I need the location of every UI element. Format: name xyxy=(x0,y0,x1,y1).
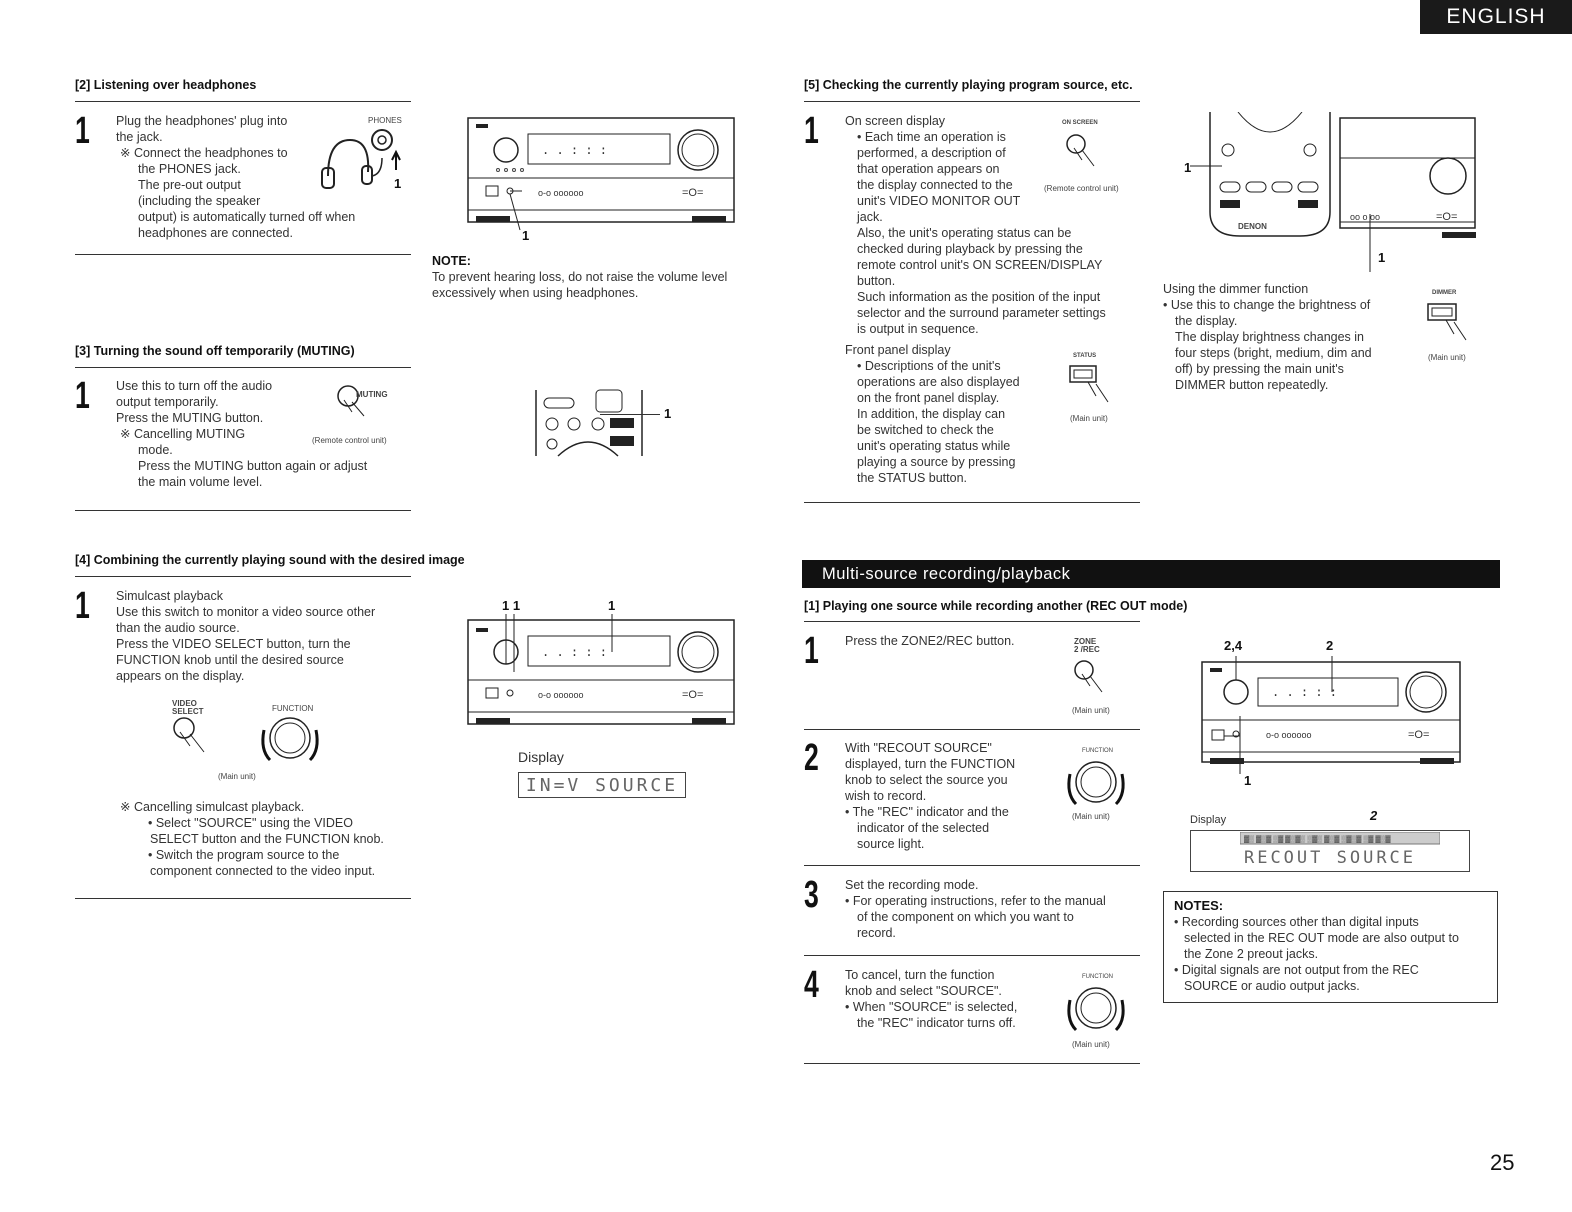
text-line: • Use this to change the brightness of xyxy=(1163,298,1371,312)
video-select-button-icon xyxy=(168,712,218,760)
text-line: output) is automatically turned off when xyxy=(138,210,356,224)
step-text xyxy=(845,967,1045,1031)
text-line: be switched to check the xyxy=(857,423,994,437)
callout-number: 1 xyxy=(1184,160,1192,175)
subsection-heading: [1] Playing one source while recording another (REC OUT mode) xyxy=(804,599,1188,613)
video-select-label: VIDEO SELECT xyxy=(172,699,204,716)
text-line: Press the MUTING button. xyxy=(116,411,264,425)
text-line: To cancel, turn the function xyxy=(845,968,995,982)
remote-control-partial xyxy=(530,388,650,458)
text-line: selected in the REC OUT mode are also output to xyxy=(1184,931,1459,945)
text-line: that operation appears on xyxy=(857,162,1000,176)
text-line: headphones are connected. xyxy=(138,226,293,240)
text-line: record. xyxy=(857,926,896,940)
text-line: • Each time an operation is xyxy=(857,130,1006,144)
text-line: DIMMER button repeatedly. xyxy=(1175,378,1329,392)
callout-number: 2,4 xyxy=(1224,638,1243,653)
step-number: 3 xyxy=(804,874,819,916)
zone2-rec-label: ZONE 2 /REC xyxy=(1074,637,1100,654)
text-line: output temporarily. xyxy=(116,395,219,409)
text-line: • Select "SOURCE" using the VIDEO xyxy=(148,816,353,830)
text-line: • For operating instructions, refer to the manual xyxy=(845,894,1106,908)
unit-label: (Main unit) xyxy=(1070,414,1108,423)
text-line: indicator of the selected xyxy=(857,821,990,835)
text-line: SELECT button and the FUNCTION knob. xyxy=(150,832,384,846)
svg-text:o-o oooooo: o-o oooooo xyxy=(1266,730,1312,740)
divider xyxy=(804,1063,1140,1064)
text-line: jack. xyxy=(857,210,883,224)
text-line: four steps (bright, medium, dim and xyxy=(1175,346,1372,360)
text-line: unit's VIDEO MONITOR OUT xyxy=(857,194,1021,208)
text-line: than the audio source. xyxy=(116,621,240,635)
callout-number: 2 xyxy=(1326,638,1334,653)
text-line: performed, a description of xyxy=(857,146,1006,160)
text-line: • The "REC" indicator and the xyxy=(845,805,1009,819)
function-label: FUNCTION xyxy=(272,704,314,713)
text-line: To prevent hearing loss, do not raise the volume level xyxy=(432,270,728,284)
text-line: the PHONES jack. xyxy=(138,162,241,176)
callout-number: 1 xyxy=(1244,773,1252,788)
onscreen-label: ON SCREEN xyxy=(1062,120,1098,126)
display-label: Display xyxy=(1190,814,1227,826)
function-knob-icon xyxy=(1056,754,1136,810)
svg-text:. . : : :: . . : : : xyxy=(1272,685,1338,699)
svg-text:▓▒ ▓▒▓ ▒▓ ▓▒▓▒ ▒▓▒ ▓▒▓ ▒▓▒▓ ▒▓: ▓▒ ▓▒▓ ▒▓ ▓▒▓▒ ▒▓▒ ▓▒▓ ▒▓▒▓ ▒▓ ▓▒▓ xyxy=(1244,836,1391,843)
svg-text:=O=: =O= xyxy=(1408,729,1430,741)
text-line: Front panel display xyxy=(845,343,951,357)
step-number: 1 xyxy=(804,630,819,672)
text-line: • Recording sources other than digital inputs xyxy=(1174,915,1419,929)
text-line: wish to record. xyxy=(845,789,927,803)
notes-box xyxy=(1163,891,1498,1003)
callout-line xyxy=(600,414,660,415)
text-line: FUNCTION knob until the desired source xyxy=(116,653,344,667)
divider xyxy=(75,898,411,899)
callout-number: 1 1 xyxy=(502,598,521,613)
section-banner: Multi-source recording/playback xyxy=(802,560,1500,588)
receiver-front-panel xyxy=(1196,656,1468,776)
unit-label: (Main unit) xyxy=(1428,353,1466,362)
onscreen-button-icon xyxy=(1060,130,1130,180)
step-text: Press the ZONE2/REC button. xyxy=(845,634,1015,648)
text-line: the jack. xyxy=(116,130,163,144)
text-line: remote control unit's ON SCREEN/DISPLAY xyxy=(857,258,1103,272)
step-number: 1 xyxy=(75,375,90,417)
text-line: Use this to turn off the audio xyxy=(116,379,273,393)
callout-number: 1 xyxy=(394,176,402,191)
section-3-heading: [3] Turning the sound off temporarily (MUTING) xyxy=(75,344,355,358)
text-line: Press the VIDEO SELECT button, turn the xyxy=(116,637,351,651)
callout-number: 1 xyxy=(522,228,530,243)
svg-text:. . : : :: . . : : : xyxy=(542,645,608,659)
callout-number: 1 xyxy=(664,406,672,421)
section-5-text-a xyxy=(845,113,1040,225)
text-line: playing a source by pressing xyxy=(857,455,1016,469)
divider xyxy=(75,576,411,577)
text-line: the STATUS button. xyxy=(857,471,968,485)
section-4-cancel-text xyxy=(116,799,412,879)
text-line: In addition, the display can xyxy=(857,407,1006,421)
svg-text:=O=: =O= xyxy=(1436,211,1458,223)
text-line: the Zone 2 preout jacks. xyxy=(1184,947,1319,961)
step-number: 1 xyxy=(75,110,90,152)
receiver-front-panel xyxy=(462,614,742,734)
text-line: Set the recording mode. xyxy=(845,878,979,892)
dimmer-text xyxy=(1163,281,1403,393)
phones-label: PHONES xyxy=(368,116,402,125)
text-line: button. xyxy=(857,274,896,288)
page-number: 25 xyxy=(1490,1150,1515,1175)
text-line: knob and select "SOURCE". xyxy=(845,984,1002,998)
text-line: the display. xyxy=(1175,314,1238,328)
svg-text:=O=: =O= xyxy=(682,187,704,199)
unit-label: (Main unit) xyxy=(1072,1040,1110,1049)
step-number: 1 xyxy=(75,585,90,627)
text-line: • When "SOURCE" is selected, xyxy=(845,1000,1018,1014)
divider xyxy=(75,101,411,102)
text-line: source light. xyxy=(857,837,925,851)
language-tab: ENGLISH xyxy=(1420,0,1572,34)
section-4-text xyxy=(116,588,412,684)
text-line: unit's operating status while xyxy=(857,439,1011,453)
text-line: Use this switch to monitor a video source other xyxy=(116,605,376,619)
text-line: The pre-out output xyxy=(138,178,241,192)
text-line: With "RECOUT SOURCE" xyxy=(845,741,992,755)
status-label: STATUS xyxy=(1073,353,1097,359)
text-line: component connected to the video input. xyxy=(150,864,376,878)
step-number: 1 xyxy=(804,110,819,152)
text-line: knob to select the source you xyxy=(845,773,1008,787)
note-title: NOTE: xyxy=(432,254,471,268)
text-line: operations are also displayed xyxy=(857,375,1020,389)
text-line: displayed, turn the FUNCTION xyxy=(845,757,1016,771)
text-line: Such information as the position of the input xyxy=(857,290,1101,304)
text-line: Press the MUTING button again or adjust xyxy=(138,459,368,473)
text-line: is output in sequence. xyxy=(857,322,979,336)
step-number: 2 xyxy=(804,737,819,779)
receiver-front-panel xyxy=(462,112,742,232)
section-5-text-b xyxy=(857,225,1139,337)
svg-text:o-o oooooo: o-o oooooo xyxy=(538,690,584,700)
text-line: Using the dimmer function xyxy=(1163,282,1309,296)
divider xyxy=(804,621,1140,622)
text-line: (including the speaker xyxy=(138,194,261,208)
text-line: mode. xyxy=(138,443,173,457)
divider xyxy=(75,367,411,368)
text-line: • Switch the program source to the xyxy=(148,848,340,862)
callout-number: 1 xyxy=(1378,250,1386,265)
status-button-icon xyxy=(1066,362,1126,408)
headphones-icon xyxy=(316,126,406,196)
text-line: the display connected to the xyxy=(857,178,1013,192)
text-line: Also, the unit's operating status can be xyxy=(857,226,1072,240)
text-line: Simulcast playback xyxy=(116,589,223,603)
text-line: checked during playback by pressing the xyxy=(857,242,1083,256)
divider xyxy=(75,254,411,255)
section-4-heading: [4] Combining the currently playing sound with the desired image xyxy=(75,553,465,567)
divider xyxy=(804,101,1140,102)
function-knob-icon xyxy=(1056,980,1136,1036)
display-readout: RECOUT SOURCE xyxy=(1190,830,1470,872)
text-line: The display brightness changes in xyxy=(1175,330,1365,344)
unit-label: (Remote control unit) xyxy=(312,436,387,445)
step-text xyxy=(845,877,1139,941)
muting-button-icon xyxy=(330,382,380,422)
note-text xyxy=(432,269,792,301)
text-line: excessively when using headphones. xyxy=(432,286,639,300)
section-2-heading: [2] Listening over headphones xyxy=(75,78,257,92)
step-number: 4 xyxy=(804,964,819,1006)
text-line: ※ Cancelling simulcast playback. xyxy=(120,800,305,814)
text-line: • Descriptions of the unit's xyxy=(857,359,1001,373)
text-line: on the front panel display. xyxy=(857,391,1000,405)
divider xyxy=(804,729,1140,730)
text-line: appears on the display. xyxy=(116,669,245,683)
section-5-text-c xyxy=(845,342,1040,486)
text-line: off) by pressing the main unit's xyxy=(1175,362,1344,376)
remote-and-receiver-diagram xyxy=(1190,112,1480,272)
function-knob-icon xyxy=(250,710,330,766)
step-text xyxy=(845,740,1045,852)
function-label: FUNCTION xyxy=(1082,974,1113,980)
divider xyxy=(75,510,411,511)
text-line: ※ Cancelling MUTING xyxy=(120,427,246,441)
text-line: SOURCE or audio output jacks. xyxy=(1184,979,1360,993)
text-line: ※ Connect the headphones to xyxy=(120,146,288,160)
dimmer-button-icon xyxy=(1424,300,1474,350)
divider xyxy=(804,865,1140,866)
unit-label: (Main unit) xyxy=(1072,706,1110,715)
display-label: Display xyxy=(518,749,564,765)
text-line: Plug the headphones' plug into xyxy=(116,114,288,128)
callout-number: 2 xyxy=(1370,808,1378,823)
display-readout: IN=V SOURCE xyxy=(518,772,686,798)
svg-text:=O=: =O= xyxy=(682,689,704,701)
brand-logo: DENON xyxy=(1238,222,1267,231)
unit-label: (Main unit) xyxy=(1072,812,1110,821)
svg-text:. . : : :: . . : : : xyxy=(542,143,608,157)
text-line: selector and the surround parameter settings xyxy=(857,306,1106,320)
svg-text:o-o oooooo: o-o oooooo xyxy=(538,188,584,198)
zone2-rec-button-icon xyxy=(1068,656,1122,702)
divider xyxy=(804,502,1140,503)
text-line: the main volume level. xyxy=(138,475,263,489)
text-line: On screen display xyxy=(845,114,946,128)
callout-number: 1 xyxy=(608,598,616,613)
muting-label: MUTING xyxy=(356,390,388,399)
function-label: FUNCTION xyxy=(1082,748,1113,754)
text-line: the "REC" indicator turns off. xyxy=(857,1016,1016,1030)
unit-label: (Remote control unit) xyxy=(1044,184,1119,193)
notes-title: NOTES: xyxy=(1174,898,1224,913)
section-5-heading: [5] Checking the currently playing program source, etc. xyxy=(804,78,1133,92)
svg-text:oo o oo: oo o oo xyxy=(1350,212,1381,222)
text-line: of the component on which you want to xyxy=(857,910,1074,924)
divider xyxy=(804,955,1140,956)
unit-label: (Main unit) xyxy=(218,772,256,781)
text-line: • Digital signals are not output from the REC xyxy=(1174,963,1419,977)
dimmer-label: DIMMER xyxy=(1432,290,1457,296)
